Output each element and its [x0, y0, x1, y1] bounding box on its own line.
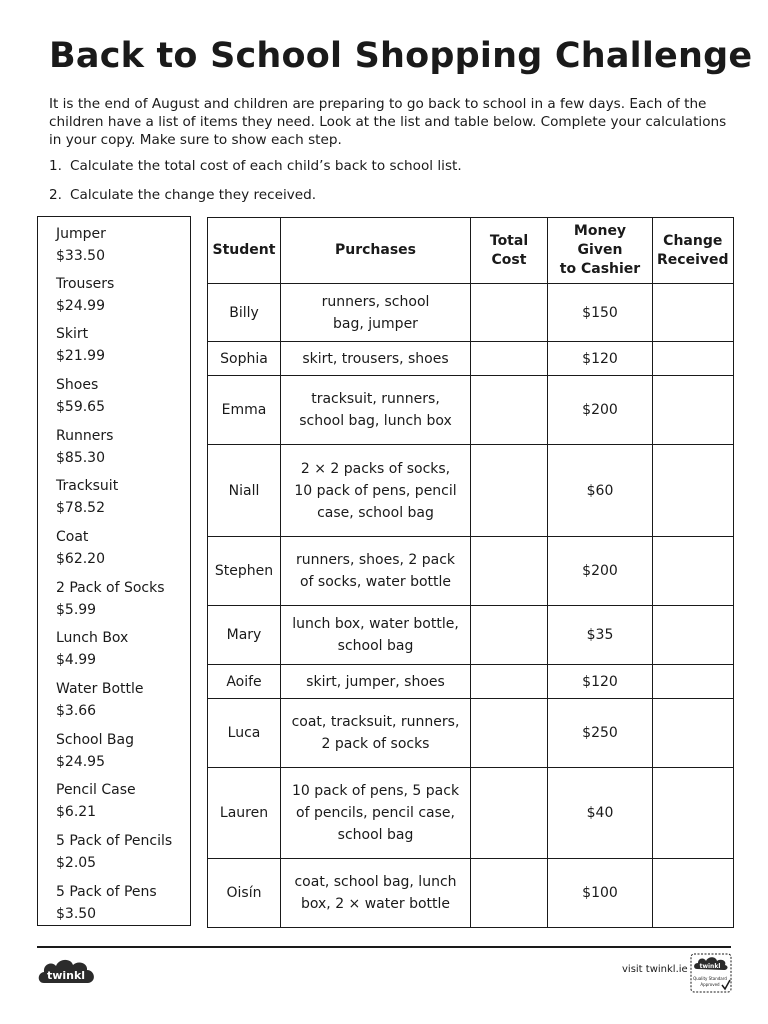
price-list: [37, 216, 191, 926]
purchases-line: of socks, water bottle: [299, 574, 452, 590]
purchases-line: box, 2 × water bottle: [300, 896, 451, 912]
student-name: Emma: [208, 376, 281, 445]
total-cost-blank[interactable]: [471, 606, 548, 665]
change-blank[interactable]: [653, 376, 734, 445]
item-name: 5 Pack of Pens: [56, 884, 157, 900]
purchases-cell: [281, 284, 471, 342]
intro-paragraph: It is the end of August and children are preparing to go back to school in a few days. Each of the children have a list of items they need. Look at the list and table below. Complete your calculations in your copy. Make sure to show each step.: [49, 96, 727, 148]
shopping-table: [207, 217, 734, 928]
logo-text: twinkl: [46, 969, 86, 982]
step-number: 1.: [49, 158, 62, 174]
price-list-item: [56, 425, 113, 469]
student-name: Oisín: [208, 859, 281, 928]
table-row: [208, 699, 734, 768]
change-blank[interactable]: [653, 699, 734, 768]
item-name: Lunch Box: [56, 630, 129, 646]
purchases-line: bag, jumper: [333, 315, 418, 332]
total-cost-blank[interactable]: [471, 768, 548, 859]
purchases-line: skirt, jumper, shoes: [306, 673, 445, 690]
item-price: $59.65: [56, 399, 105, 415]
purchases-cell: [281, 665, 471, 699]
header-line: Money: [573, 223, 627, 239]
purchases-line: 2 × 2 packs of socks,: [300, 460, 451, 477]
table-header-row: [208, 218, 734, 284]
item-name: School Bag: [56, 732, 134, 748]
purchases-line: 10 pack of pens, pencil: [294, 482, 457, 499]
footer-divider: [37, 946, 731, 948]
price-list-item: [56, 323, 105, 367]
purchases-line: coat, tracksuit, runners,: [291, 714, 460, 730]
purchases-line: school bag, lunch box: [299, 413, 452, 429]
item-name: Pencil Case: [56, 782, 136, 798]
purchases-line: school bag: [337, 638, 414, 654]
header-line: Change: [663, 232, 723, 249]
item-price: $33.50: [56, 248, 105, 264]
purchases-cell: [281, 859, 471, 928]
twinkl-logo: [36, 955, 98, 989]
purchases-cell: [281, 537, 471, 606]
header-line: Received: [657, 251, 729, 268]
item-name: Runners: [56, 428, 114, 444]
purchases-cell: [281, 606, 471, 665]
item-price: $85.30: [56, 450, 105, 466]
purchases-cell: [281, 699, 471, 768]
item-name: 5 Pack of Pencils: [56, 833, 173, 849]
header-line: to Cashier: [559, 261, 641, 277]
item-name: Trousers: [56, 276, 115, 292]
purchases-line: of pencils, pencil case,: [296, 805, 455, 821]
step-number: 2.: [49, 187, 62, 203]
header-line: Given: [577, 242, 623, 258]
table-row: [208, 768, 734, 859]
money-given: $40: [548, 768, 653, 859]
price-list-item: [56, 526, 105, 570]
column-header-change: [653, 218, 734, 284]
total-cost-blank[interactable]: [471, 376, 548, 445]
price-list-item: [56, 475, 118, 519]
total-cost-blank[interactable]: [471, 445, 548, 537]
money-given: $150: [548, 284, 653, 342]
student-name: Lauren: [208, 768, 281, 859]
price-list-item: [56, 830, 172, 874]
badge-logo-text: twinkl: [699, 963, 721, 970]
purchases-line: 2 pack of socks: [321, 736, 430, 752]
item-price: $24.99: [56, 298, 105, 314]
item-name: Tracksuit: [56, 478, 119, 494]
total-cost-blank[interactable]: [471, 284, 548, 342]
item-name: Skirt: [56, 326, 89, 342]
change-blank[interactable]: [653, 859, 734, 928]
money-given: $120: [548, 342, 653, 376]
change-blank[interactable]: [653, 606, 734, 665]
price-list-item: [56, 273, 114, 317]
price-list-item: [56, 729, 134, 773]
item-name: Water Bottle: [56, 681, 144, 697]
purchases-line: lunch box, water bottle,: [292, 616, 459, 632]
instruction-step-2: [49, 187, 316, 203]
step-text: Calculate the total cost of each child’s back to school list.: [70, 158, 462, 174]
instruction-step-1: [49, 158, 462, 174]
header-line: Cost: [491, 251, 527, 268]
table-row: [208, 445, 734, 537]
footer-visit-link[interactable]: visit twinkl.ie: [622, 964, 688, 975]
student-name: Luca: [208, 699, 281, 768]
item-name: 2 Pack of Socks: [56, 580, 165, 596]
total-cost-blank[interactable]: [471, 665, 548, 699]
money-given: $200: [548, 537, 653, 606]
item-price: $6.21: [56, 804, 97, 820]
purchases-line: school bag: [337, 827, 414, 843]
badge-text-line: Quality Standard: [693, 976, 727, 981]
price-list-item: [56, 678, 144, 722]
table-row: [208, 537, 734, 606]
total-cost-blank[interactable]: [471, 342, 548, 376]
total-cost-blank[interactable]: [471, 537, 548, 606]
table-row: [208, 859, 734, 928]
purchases-line: coat, school bag, lunch: [294, 874, 457, 890]
column-header-purchases: Purchases: [281, 218, 471, 284]
purchases-cell: [281, 342, 471, 376]
total-cost-blank[interactable]: [471, 859, 548, 928]
table-row: [208, 665, 734, 699]
purchases-line: skirt, trousers, shoes: [302, 350, 449, 367]
purchases-line: 10 pack of pens, 5 pack: [291, 783, 460, 799]
money-given: $35: [548, 606, 653, 665]
student-name: Mary: [208, 606, 281, 665]
table-row: [208, 606, 734, 665]
table-row: [208, 342, 734, 376]
item-name: Jumper: [56, 226, 106, 242]
change-blank[interactable]: [653, 768, 734, 859]
change-blank[interactable]: [653, 284, 734, 342]
purchases-cell: [281, 376, 471, 445]
purchases-cell: [281, 768, 471, 859]
purchases-line: case, school bag: [317, 504, 434, 521]
step-text: Calculate the change they received.: [70, 187, 317, 203]
column-header-student: Student: [208, 218, 281, 284]
purchases-line: tracksuit, runners,: [311, 391, 440, 407]
student-name: Billy: [208, 284, 281, 342]
item-price: $4.99: [56, 652, 97, 668]
item-price: $3.66: [56, 703, 97, 719]
item-name: Coat: [56, 529, 89, 545]
student-name: Sophia: [208, 342, 281, 376]
money-given: $250: [548, 699, 653, 768]
quality-standard-badge: [690, 953, 732, 993]
item-price: $24.95: [56, 754, 105, 770]
badge-text-line: Approved: [700, 982, 720, 987]
item-name: Shoes: [56, 377, 99, 393]
item-price: $78.52: [56, 500, 105, 516]
student-name: Niall: [208, 445, 281, 537]
change-blank[interactable]: [653, 342, 734, 376]
item-price: $2.05: [56, 855, 97, 871]
table-row: [208, 376, 734, 445]
header-line: Total: [489, 232, 529, 249]
price-list-item: [56, 223, 106, 267]
item-price: $3.50: [56, 906, 97, 922]
item-price: $5.99: [56, 602, 97, 618]
change-blank[interactable]: [653, 445, 734, 537]
purchases-line: runners, shoes, 2 pack: [295, 552, 456, 568]
column-header-money-given: [548, 218, 653, 284]
price-list-item: [56, 374, 105, 418]
purchases-line: runners, school: [321, 293, 430, 310]
price-list-item: [56, 779, 136, 823]
total-cost-blank[interactable]: [471, 699, 548, 768]
table-row: [208, 284, 734, 342]
student-name: Aoife: [208, 665, 281, 699]
price-list-item: [56, 577, 165, 621]
money-given: $120: [548, 665, 653, 699]
item-price: $62.20: [56, 551, 105, 567]
item-price: $21.99: [56, 348, 105, 364]
change-blank[interactable]: [653, 665, 734, 699]
money-given: $60: [548, 445, 653, 537]
purchases-cell: [281, 445, 471, 537]
price-list-item: [56, 881, 157, 925]
money-given: $200: [548, 376, 653, 445]
money-given: $100: [548, 859, 653, 928]
student-name: Stephen: [208, 537, 281, 606]
price-list-item: [56, 627, 128, 671]
change-blank[interactable]: [653, 537, 734, 606]
page-title: Back to School Shopping Challenge: [49, 36, 753, 76]
column-header-total-cost: [471, 218, 548, 284]
